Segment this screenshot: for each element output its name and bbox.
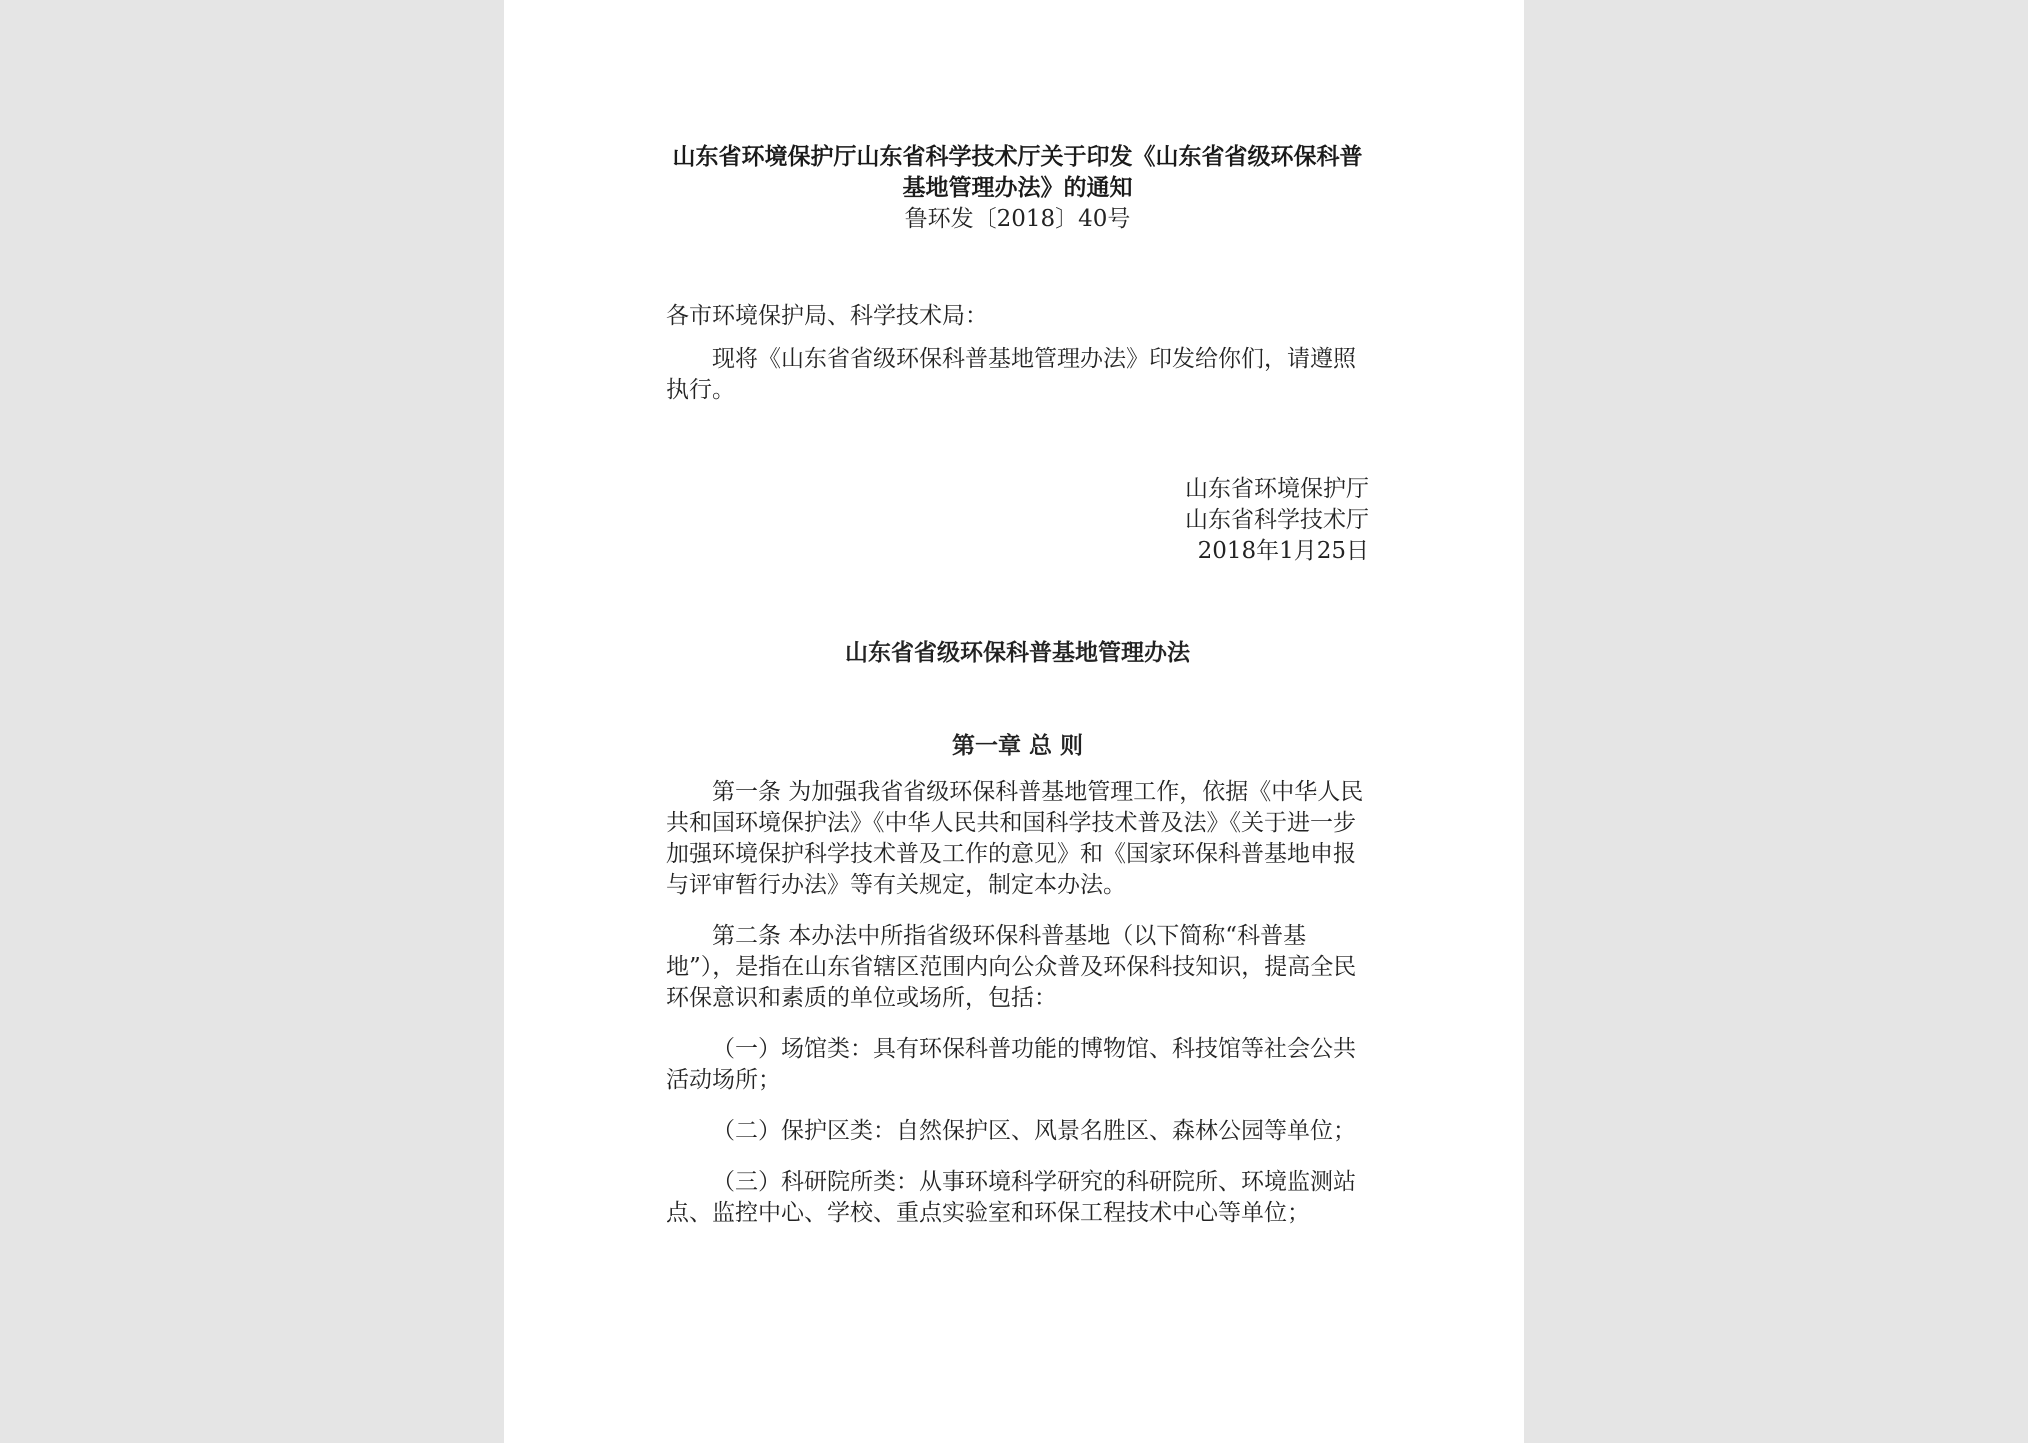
list-item: （三）科研院所类：从事环境科学研究的科研院所、环境监测站点、监控中心、学校、重点实验室和环保工程技术中心等单位； — [666, 1169, 1356, 1226]
signatory-environment-dept: 山东省环境保护厅 — [1185, 476, 1369, 502]
article-1: 第一条 为加强我省省级环保科普基地管理工作，依据《中华人民共和国环境保护法》《中华人民共和国科学技术普及法》《关于进一步加强环境保护科学技术普及工作的意见》和《国家环保科普基地申报与评审暂行办法》等有关规定，制定本办法。 — [666, 779, 1364, 898]
document-number: 鲁环发〔2018〕40号 — [904, 206, 1131, 232]
article-2: 第二条 本办法中所指省级环保科普基地（以下简称“科普基地”），是指在山东省辖区范围内向公众普及环保科技知识，提高全民环保意识和素质的单位或场所，包括： — [666, 923, 1357, 1011]
list-item: （一）场馆类：具有环保科普功能的博物馆、科技馆等社会公共活动场所； — [666, 1036, 1356, 1093]
notice-date: 2018年1月25日 — [1197, 538, 1369, 564]
notice-title: 山东省环境保护厅山东省科学技术厅关于印发《山东省省级环保科普基地管理办法》的通知 — [672, 144, 1363, 201]
signature-block — [666, 474, 1369, 567]
notice-body: 现将《山东省省级环保科普基地管理办法》印发给你们，请遵照执行。 — [666, 346, 1356, 403]
addressee: 各市环境保护局、科学技术局： — [666, 303, 988, 329]
document-content — [666, 142, 1369, 1229]
list-item: （二）保护区类：自然保护区、风景名胜区、森林公园等单位； — [712, 1118, 1356, 1144]
document-page — [504, 0, 1524, 1443]
signatory-science-dept: 山东省科学技术厅 — [1185, 507, 1369, 533]
chapter-title: 第一章 总 则 — [951, 733, 1083, 759]
regulation-title: 山东省省级环保科普基地管理办法 — [845, 640, 1190, 666]
